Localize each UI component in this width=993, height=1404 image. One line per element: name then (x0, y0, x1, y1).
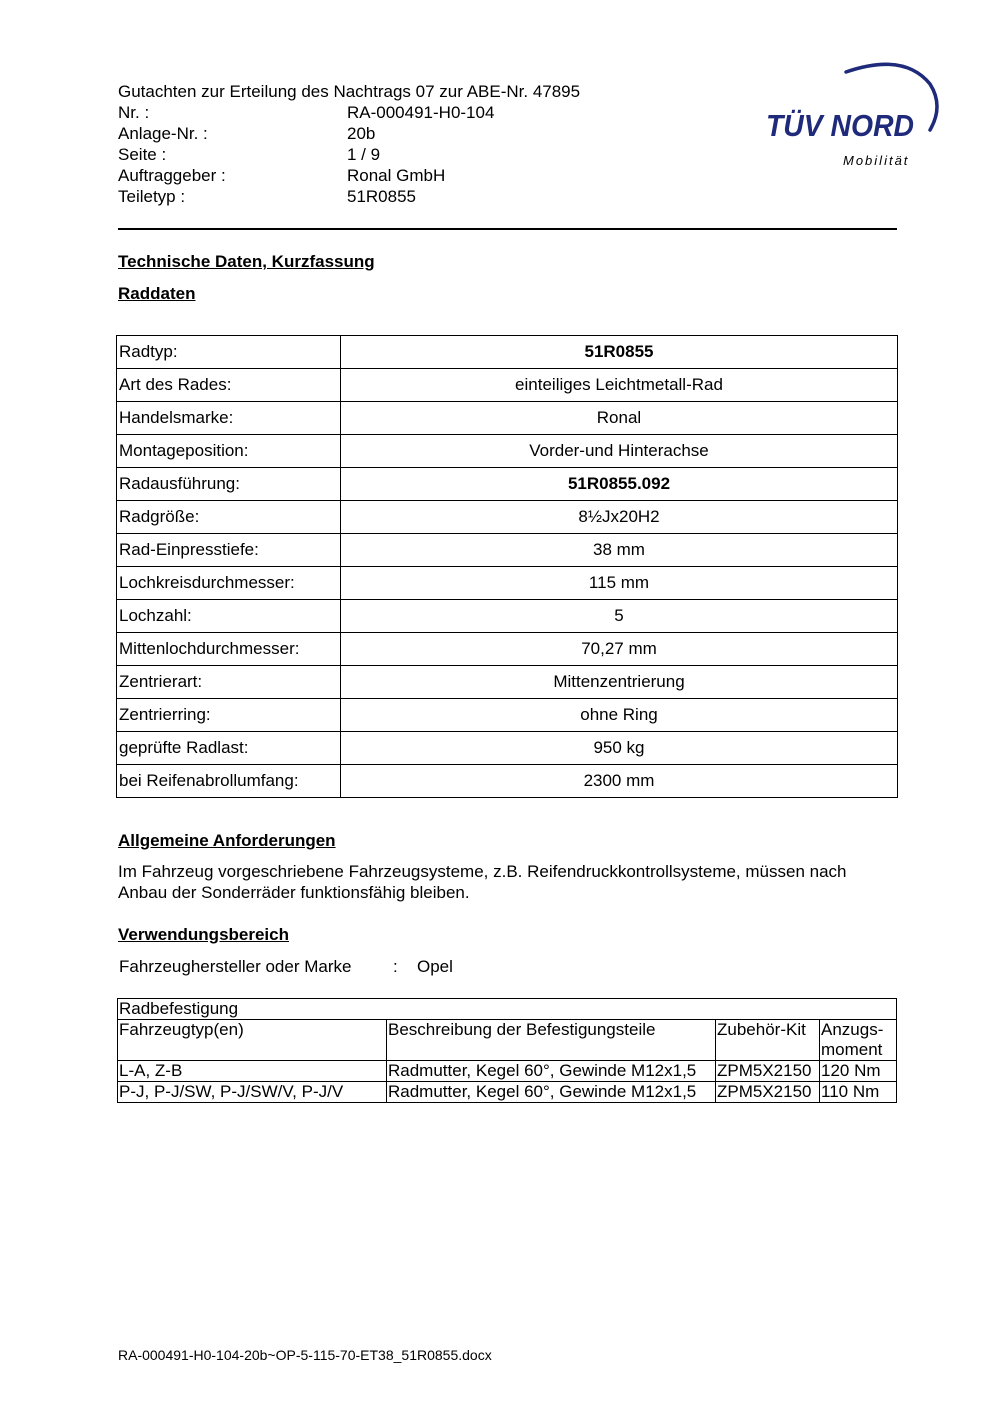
section-heading-verwendung: Verwendungsbereich (118, 925, 289, 944)
header-label: Anlage-Nr. : (118, 124, 208, 143)
table-row (117, 633, 898, 666)
header-value: Ronal GmbH (347, 166, 446, 185)
raddaten-label: Handelsmarke: (117, 402, 341, 435)
cell-anzugsmoment: 110 Nm (820, 1082, 897, 1103)
table-row (117, 534, 898, 567)
raddaten-label: geprüfte Radlast: (117, 732, 341, 765)
header-row-nr (118, 102, 580, 123)
raddaten-label: Radtyp: (117, 336, 341, 369)
raddaten-value: 950 kg (341, 732, 898, 765)
allgemeine-paragraph: Im Fahrzeug vorgeschriebene Fahrzeugsysteme, z.B. Reifendruckkontrollsysteme, müssen nach Anbau der Sonderräder funktionsfähig bleiben. (118, 862, 847, 902)
header-value: 51R0855 (347, 187, 417, 206)
usage-colon: : (393, 957, 398, 976)
raddaten-value: 8½Jx20H2 (341, 501, 898, 534)
header-row-teiletyp (118, 186, 580, 207)
raddaten-label: Zentrierart: (117, 666, 341, 699)
header-label: Auftraggeber : (118, 166, 226, 185)
table-row (117, 402, 898, 435)
column-header-fahrzeugtyp: Fahrzeugtyp(en) (118, 1020, 387, 1061)
raddaten-label: bei Reifenabrollumfang: (117, 765, 341, 798)
radbefestigung-title: Radbefestigung (118, 999, 897, 1020)
table-row (118, 1061, 897, 1082)
cell-fahrzeugtyp: L-A, Z-B (118, 1061, 387, 1082)
raddaten-value: 51R0855.092 (341, 468, 898, 501)
raddaten-value: Ronal (341, 402, 898, 435)
header-row-auftraggeber (118, 165, 580, 186)
section-heading-allgemeine: Allgemeine Anforderungen (118, 831, 336, 850)
header-value: RA-000491-H0-104 (347, 103, 495, 122)
table-row (117, 567, 898, 600)
cell-beschreibung: Radmutter, Kegel 60°, Gewinde M12x1,5 (387, 1061, 716, 1082)
table-row (117, 435, 898, 468)
logo-sub-text: Mobilität (843, 153, 910, 168)
radbefestigung-table (117, 998, 897, 1103)
usage-line (119, 957, 453, 977)
table-row (117, 600, 898, 633)
raddaten-label: Art des Rades: (117, 369, 341, 402)
raddaten-label: Radausführung: (117, 468, 341, 501)
raddaten-value: 115 mm (341, 567, 898, 600)
cell-beschreibung: Radmutter, Kegel 60°, Gewinde M12x1,5 (387, 1082, 716, 1103)
raddaten-label: Radgröße: (117, 501, 341, 534)
table-row (118, 999, 897, 1020)
cell-fahrzeugtyp: P-J, P-J/SW, P-J/SW/V, P-J/V (118, 1082, 387, 1103)
table-header-row (118, 1020, 897, 1061)
cell-zubehoer-kit: ZPM5X2150 (716, 1082, 820, 1103)
header-label: Seite : (118, 145, 167, 164)
raddaten-value: 70,27 mm (341, 633, 898, 666)
section-heading-technische: Technische Daten, Kurzfassung (118, 252, 375, 271)
raddaten-value: 51R0855 (341, 336, 898, 369)
table-row (117, 369, 898, 402)
raddaten-value: 38 mm (341, 534, 898, 567)
raddaten-label: Lochzahl: (117, 600, 341, 633)
usage-value: Opel (417, 957, 453, 976)
header-row-anlage (118, 123, 580, 144)
raddaten-value: ohne Ring (341, 699, 898, 732)
raddaten-value: einteiliges Leichtmetall-Rad (341, 369, 898, 402)
header-value: 20b (347, 124, 376, 143)
column-header-zubehoer-kit: Zubehör-Kit (716, 1020, 820, 1061)
raddaten-label: Montageposition: (117, 435, 341, 468)
raddaten-value: 5 (341, 600, 898, 633)
table-row (118, 1082, 897, 1103)
logo-brand-text: TÜV NORD (766, 108, 914, 143)
column-header-anzugsmoment: Anzugs-moment (820, 1020, 897, 1061)
document-header (118, 81, 580, 207)
column-header-beschreibung: Beschreibung der Befestigungsteile (387, 1020, 716, 1061)
table-row (117, 468, 898, 501)
section-heading-raddaten: Raddaten (118, 284, 196, 303)
table-row (117, 699, 898, 732)
cell-anzugsmoment: 120 Nm (820, 1061, 897, 1082)
raddaten-label: Rad-Einpresstiefe: (117, 534, 341, 567)
usage-label: Fahrzeughersteller oder Marke (119, 957, 352, 976)
tuev-nord-logo (758, 54, 948, 174)
raddaten-value: Mittenzentrierung (341, 666, 898, 699)
raddaten-value: Vorder-und Hinterachse (341, 435, 898, 468)
raddaten-table (116, 335, 898, 798)
header-divider (118, 228, 897, 230)
document-footer: RA-000491-H0-104-20b~OP-5-115-70-ET38_51R0855.docx (118, 1347, 492, 1363)
header-row-seite (118, 144, 580, 165)
document-title: Gutachten zur Erteilung des Nachtrags 07 zur ABE-Nr. 47895 (118, 82, 581, 101)
table-row (117, 666, 898, 699)
header-label: Nr. : (118, 103, 150, 122)
header-value: 1 / 9 (347, 145, 381, 164)
raddaten-label: Lochkreisdurchmesser: (117, 567, 341, 600)
table-row (117, 732, 898, 765)
raddaten-label: Mittenlochdurchmesser: (117, 633, 341, 666)
raddaten-label: Zentrierring: (117, 699, 341, 732)
table-row (117, 501, 898, 534)
table-row (117, 336, 898, 369)
cell-zubehoer-kit: ZPM5X2150 (716, 1061, 820, 1082)
table-row (117, 765, 898, 798)
header-label: Teiletyp : (118, 187, 186, 206)
raddaten-value: 2300 mm (341, 765, 898, 798)
